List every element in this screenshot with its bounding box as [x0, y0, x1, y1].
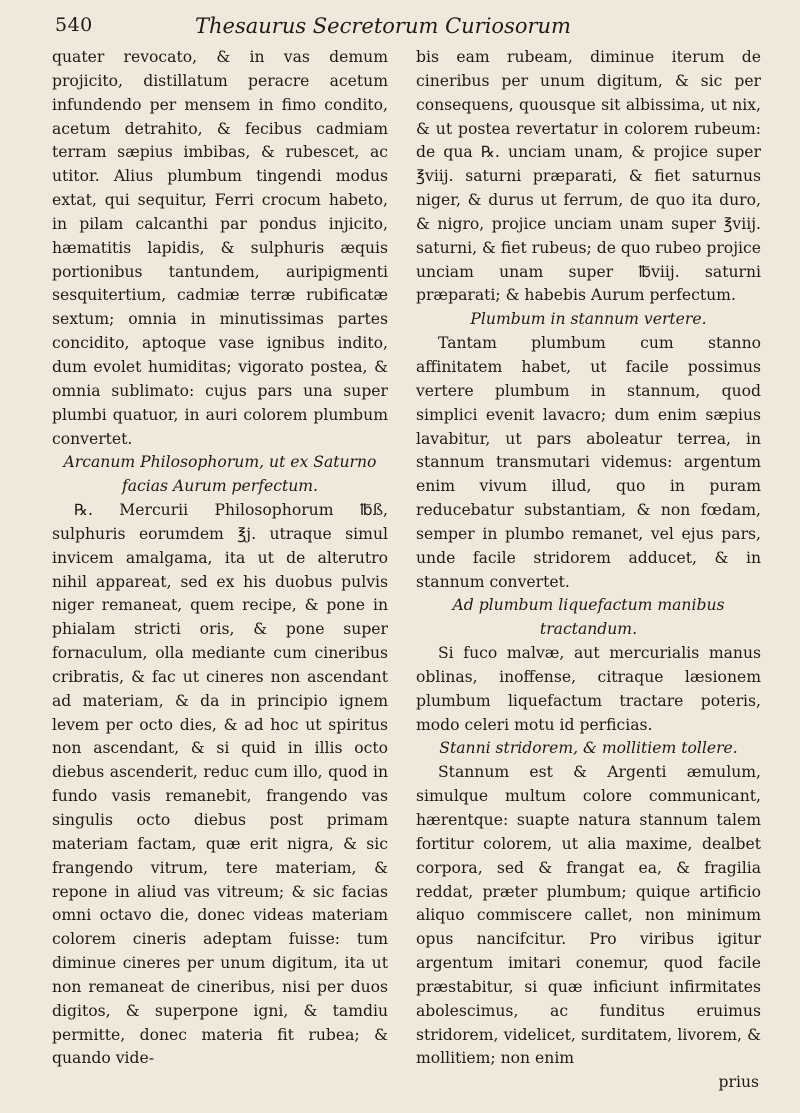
left-column — [52, 46, 388, 1071]
section-heading: Stanni stridorem, & mollitiem tollere. — [439, 739, 738, 758]
paragraph: Tantam plumbum cum stanno affinitatem habet, ut facile possimus vertere plumbum in stannum, quod simplici evenit lavacro; dum enim sæpius lavabitur, ut pars aboleatur terrea, in stannum transmutari videmus: argentum enim vivum illud, quo in puram reducebatur substantiam, & non fœdam, semper in plumbo remanet, vel ejus pars, unde facile stridorem adducet, & in stannum convertet. — [416, 334, 761, 591]
paragraph: bis eam rubeam, diminue iterum de cineribus per unum digitum, & sic per consequens, quousque sit albissima, ut nix, & ut postea revertatur in colorem rubeum: de qua ℞. unciam unam, & projice super ℥viij. saturni præparati, & fiet saturnus niger, & durus ut ferrum, de quo ita duro, & nigro, projice unciam unam super ℥viij. saturni, & fiet rubeus; de quo rubeo projice unciam unam super ℔viij. saturni præparati; & habebis Aurum perfectum. — [416, 48, 761, 305]
paragraph: ℞. Mercurii Philosophorum ℔ß, sulphuris eorumdem ℥j. utraque simul invicem amalgama, ita ut de alterutro nihil appareat, sed ex his duobus pulvis niger remaneat, quem recipe, & pone in phialam stricti oris, & pone super fornaculum, olla mediante cum cineribus cribratis, & fac ut cineres non ascendant ad materiam, & da in principio ignem levem per octo dies, & ad hoc ut spiritus non ascendant, & si quid in illis octo diebus ascenderit, reduc cum illo, quod in fundo vasis remanebit, frangendo vas singulis octo diebus post primam materiam factam, quæ erit nigra, & sic frangendo vitrum, tere materiam, & repone in aliud vas vitreum; & sic facias omni octavo die, donec videas materiam colorem cineris adeptam fuisse: tum diminue cineres per unum digitum, ita ut non remaneat de cineribus, nisi per duos digitos, & superpone igni, & tamdiu permitte, donec materia fit rubea; & quando vide- — [52, 501, 388, 1068]
page-number: 540 — [55, 14, 93, 36]
section-heading: Arcanum Philosophorum, ut ex Saturno facias Aurum perfectum. — [63, 453, 377, 496]
section-heading: Ad plumbum liquefactum manibus tractandum. — [452, 596, 725, 639]
catchword: prius — [718, 1073, 759, 1092]
paragraph: Stannum est & Argenti æmulum, simulque multum colore communicant, hærentque: suapte natura stannum talem fortitur colorem, ut alia maxime, dealbet corpora, sed & frangat ea, & fragilia reddat, præter plumbum; quique artificio aliquo commiscere callet, non minimum opus nancifcitur. Pro viribus igitur argentum imitari conemur, quod facile præstabitur, si quæ inficiunt infirmitates abolescimus, ac funditus eruimus stridorem, videlicet, surditatem, livorem, & mollitiem; non enim — [416, 763, 761, 1068]
right-column — [416, 46, 761, 1095]
section-heading: Plumbum in stannum vertere. — [470, 310, 707, 329]
page-header — [55, 14, 715, 44]
paragraph: Si fuco malvæ, aut mercurialis manus oblinas, inoffense, citraque læsionem plumbum liquefactum tractare poteris, modo celeri motu id perficias. — [416, 644, 761, 734]
paragraph: quater revocato, & in vas demum projicito, distillatum peracre acetum infundendo per mensem in fimo condito, acetum detrahito, & fecibus cadmiam terram sæpius imbibas, & rubescet, ac utitor. Alius plumbum tingendi modus extat, qui sequitur, Ferri crocum habeto, in pilam calcanthi par pondus injicito, hæmatitis lapidis, & sulphuris æquis portionibus tantundem, auripigmenti sesquitertium, cadmiæ terræ rubificatæ sextum; omnia in minutissimas partes concidito, aptoque vase ignibus indito, dum evolet humiditas; vigorato postea, & omnia sublimato: cujus pars una super plumbi quatuor, in auri colorem plumbum convertet. — [52, 48, 388, 448]
running-title: Thesaurus Secretorum Curiosorum — [195, 14, 571, 38]
